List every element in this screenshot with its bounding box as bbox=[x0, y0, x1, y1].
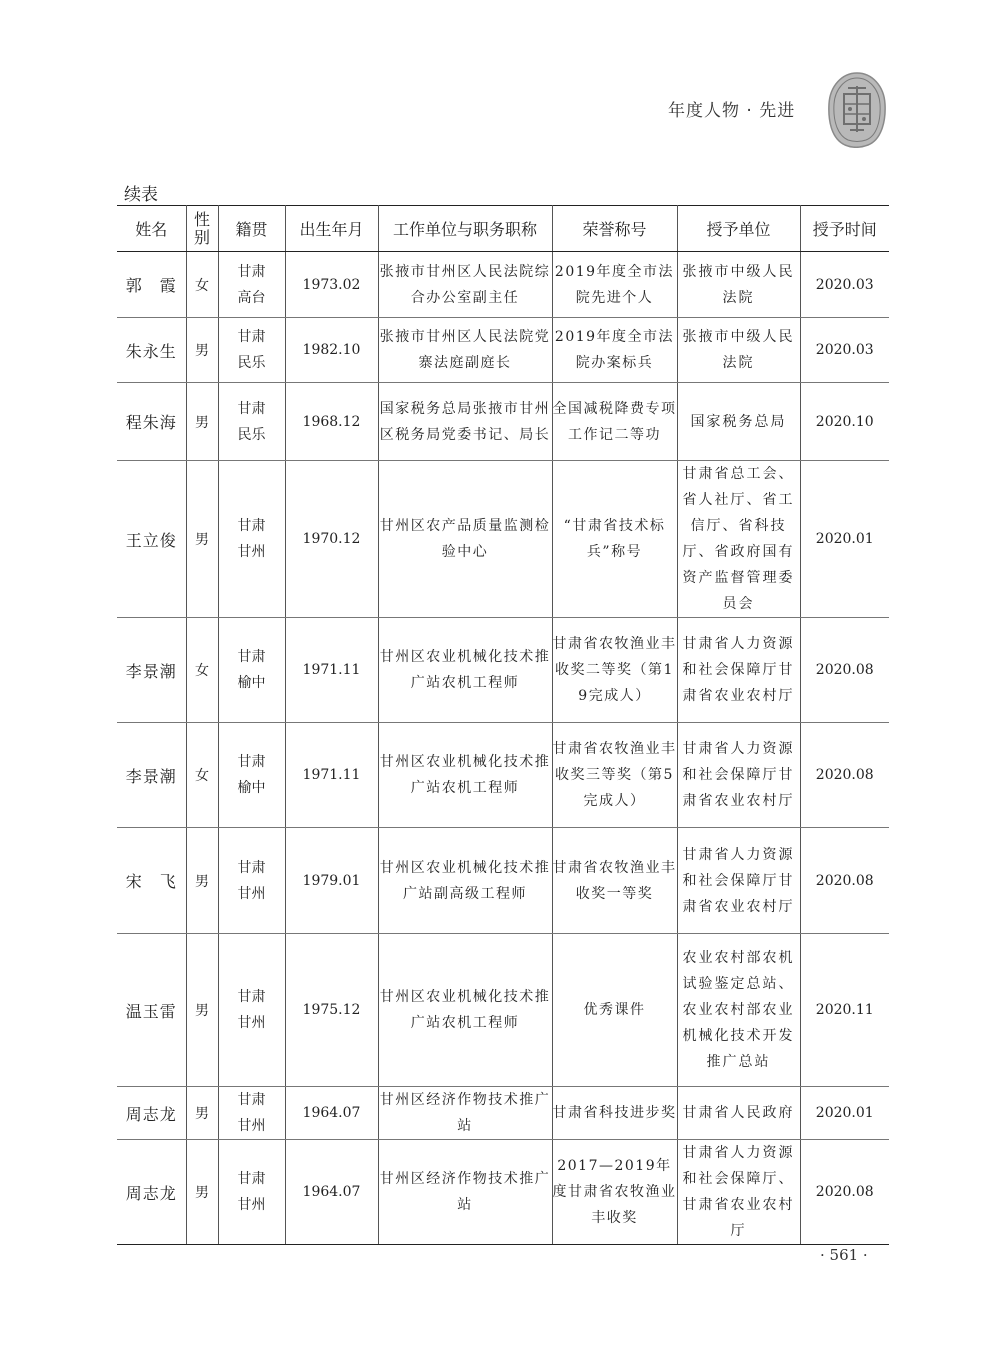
cell-native-text: 甘肃高台 bbox=[237, 263, 266, 306]
col-header-granting-unit: 授予单位 bbox=[677, 206, 800, 252]
cell-date: 2020.08 bbox=[800, 723, 889, 828]
col-header-gender bbox=[186, 206, 218, 252]
cell-workplace: 甘州区农业机械化技术推广站农机工程师 bbox=[378, 723, 552, 828]
table-row bbox=[117, 1140, 889, 1245]
cell-workplace: 甘州区农业机械化技术推广站农机工程师 bbox=[378, 934, 552, 1087]
cell-name: 周志龙 bbox=[117, 1087, 186, 1140]
header-row bbox=[117, 206, 889, 252]
cell-name: 郭 霞 bbox=[117, 252, 186, 318]
col-header-name: 姓名 bbox=[117, 206, 186, 252]
cell-gender: 男 bbox=[186, 828, 218, 934]
cell-date: 2020.03 bbox=[800, 318, 889, 383]
table-row bbox=[117, 618, 889, 723]
cell-native-text: 甘肃榆中 bbox=[237, 754, 266, 796]
cell-name: 温玉雷 bbox=[117, 934, 186, 1087]
cell-native-text: 甘肃民乐 bbox=[237, 329, 266, 371]
cell-gender: 男 bbox=[186, 383, 218, 461]
cell-native-place bbox=[218, 934, 285, 1087]
cell-granting-unit: 甘肃省人民政府 bbox=[677, 1087, 800, 1140]
cell-native-text: 甘肃甘州 bbox=[237, 859, 266, 902]
cell-native-place bbox=[218, 461, 285, 618]
cell-workplace: 甘州区农产品质量监测检验中心 bbox=[378, 461, 552, 618]
honors-table bbox=[117, 205, 889, 1245]
cell-granting-unit: 张掖市中级人民法院 bbox=[677, 252, 800, 318]
cell-workplace: 甘州区农业机械化技术推广站农机工程师 bbox=[378, 618, 552, 723]
cell-birth: 1970.12 bbox=[285, 461, 378, 618]
cell-birth: 1973.02 bbox=[285, 252, 378, 318]
col-header-workplace: 工作单位与职务职称 bbox=[378, 206, 552, 252]
cell-gender: 女 bbox=[186, 723, 218, 828]
cell-gender: 男 bbox=[186, 934, 218, 1087]
running-head: 年度人物 · 先进 bbox=[668, 101, 796, 121]
cell-workplace: 张掖市甘州区人民法院党寨法庭副庭长 bbox=[378, 318, 552, 383]
cell-honor: 优秀课件 bbox=[552, 934, 677, 1087]
cell-date: 2020.10 bbox=[800, 383, 889, 461]
table-row bbox=[117, 252, 889, 318]
cell-native-place bbox=[218, 383, 285, 461]
cell-honor: 甘肃省农牧渔业丰收奖二等奖（第19完成人） bbox=[552, 618, 677, 723]
cell-birth: 1975.12 bbox=[285, 934, 378, 1087]
cell-gender: 男 bbox=[186, 1087, 218, 1140]
table-caption: 续表 bbox=[124, 185, 158, 205]
cell-honor: 甘肃省农牧渔业丰收奖一等奖 bbox=[552, 828, 677, 934]
cell-native-place bbox=[218, 1140, 285, 1245]
cell-granting-unit: 农业农村部农机试验鉴定总站、农业农村部农业机械化技术开发推广总站 bbox=[677, 934, 800, 1087]
cell-native-text: 甘肃甘州 bbox=[237, 518, 266, 560]
emblem-icon bbox=[826, 70, 888, 148]
cell-birth: 1971.11 bbox=[285, 618, 378, 723]
cell-native-text: 甘肃甘州 bbox=[237, 989, 266, 1031]
table-row bbox=[117, 318, 889, 383]
cell-native-place bbox=[218, 318, 285, 383]
cell-native-place bbox=[218, 723, 285, 828]
table-row bbox=[117, 828, 889, 934]
cell-workplace: 甘州区农业机械化技术推广站副高级工程师 bbox=[378, 828, 552, 934]
cell-granting-unit: 甘肃省总工会、省人社厅、省工信厅、省科技厅、省政府国有资产监督管理委员会 bbox=[677, 461, 800, 618]
cell-name: 程朱海 bbox=[117, 383, 186, 461]
page-number: · 561 · bbox=[820, 1246, 868, 1264]
cell-date: 2020.11 bbox=[800, 934, 889, 1087]
cell-name: 朱永生 bbox=[117, 318, 186, 383]
cell-workplace: 国家税务总局张掖市甘州区税务局党委书记、局长 bbox=[378, 383, 552, 461]
cell-birth: 1979.01 bbox=[285, 828, 378, 934]
cell-native-text: 甘肃榆中 bbox=[237, 649, 266, 691]
cell-honor: 2019年度全市法院办案标兵 bbox=[552, 318, 677, 383]
cell-granting-unit: 国家税务总局 bbox=[677, 383, 800, 461]
cell-granting-unit: 甘肃省人力资源和社会保障厅、甘肃省农业农村厅 bbox=[677, 1140, 800, 1245]
col-header-honor: 荣誉称号 bbox=[552, 206, 677, 252]
cell-workplace: 张掖市甘州区人民法院综合办公室副主任 bbox=[378, 252, 552, 318]
col-header-gender-text: 性别 bbox=[194, 209, 211, 247]
cell-honor: “甘肃省技术标兵”称号 bbox=[552, 461, 677, 618]
cell-granting-unit: 张掖市中级人民法院 bbox=[677, 318, 800, 383]
cell-birth: 1982.10 bbox=[285, 318, 378, 383]
cell-date: 2020.08 bbox=[800, 618, 889, 723]
cell-date: 2020.01 bbox=[800, 461, 889, 618]
cell-gender: 男 bbox=[186, 1140, 218, 1245]
cell-date: 2020.01 bbox=[800, 1087, 889, 1140]
cell-honor: 2019年度全市法院先进个人 bbox=[552, 252, 677, 318]
cell-name: 宋 飞 bbox=[117, 828, 186, 934]
cell-native-place bbox=[218, 828, 285, 934]
cell-birth: 1971.11 bbox=[285, 723, 378, 828]
cell-name: 周志龙 bbox=[117, 1140, 186, 1245]
cell-gender: 男 bbox=[186, 318, 218, 383]
cell-birth: 1964.07 bbox=[285, 1087, 378, 1140]
cell-birth: 1968.12 bbox=[285, 383, 378, 461]
cell-granting-unit: 甘肃省人力资源和社会保障厅甘肃省农业农村厅 bbox=[677, 828, 800, 934]
cell-date: 2020.08 bbox=[800, 828, 889, 934]
cell-native-text: 甘肃甘州 bbox=[237, 1092, 266, 1134]
cell-name: 王立俊 bbox=[117, 461, 186, 618]
cell-date: 2020.08 bbox=[800, 1140, 889, 1245]
cell-name: 李景潮 bbox=[117, 723, 186, 828]
cell-gender: 男 bbox=[186, 461, 218, 618]
cell-granting-unit: 甘肃省人力资源和社会保障厅甘肃省农业农村厅 bbox=[677, 723, 800, 828]
cell-native-place bbox=[218, 1087, 285, 1140]
cell-gender: 女 bbox=[186, 252, 218, 318]
table-row bbox=[117, 383, 889, 461]
table-row bbox=[117, 1087, 889, 1140]
cell-native-text: 甘肃民乐 bbox=[237, 400, 266, 443]
cell-honor: 全国减税降费专项工作记二等功 bbox=[552, 383, 677, 461]
cell-native-text: 甘肃甘州 bbox=[237, 1171, 266, 1213]
cell-date: 2020.03 bbox=[800, 252, 889, 318]
cell-granting-unit: 甘肃省人力资源和社会保障厅甘肃省农业农村厅 bbox=[677, 618, 800, 723]
cell-birth: 1964.07 bbox=[285, 1140, 378, 1245]
cell-native-place bbox=[218, 618, 285, 723]
cell-honor: 甘肃省科技进步奖 bbox=[552, 1087, 677, 1140]
cell-native-place bbox=[218, 252, 285, 318]
cell-honor: 2017—2019年度甘肃省农牧渔业丰收奖 bbox=[552, 1140, 677, 1245]
table-row bbox=[117, 934, 889, 1087]
cell-gender: 女 bbox=[186, 618, 218, 723]
col-header-date: 授予时间 bbox=[800, 206, 889, 252]
table-row bbox=[117, 723, 889, 828]
cell-name: 李景潮 bbox=[117, 618, 186, 723]
col-header-birth: 出生年月 bbox=[285, 206, 378, 252]
cell-workplace: 甘州区经济作物技术推广站 bbox=[378, 1087, 552, 1140]
col-header-native-place: 籍贯 bbox=[218, 206, 285, 252]
cell-workplace: 甘州区经济作物技术推广站 bbox=[378, 1140, 552, 1245]
table-row bbox=[117, 461, 889, 618]
cell-honor: 甘肃省农牧渔业丰收奖三等奖（第5完成人） bbox=[552, 723, 677, 828]
